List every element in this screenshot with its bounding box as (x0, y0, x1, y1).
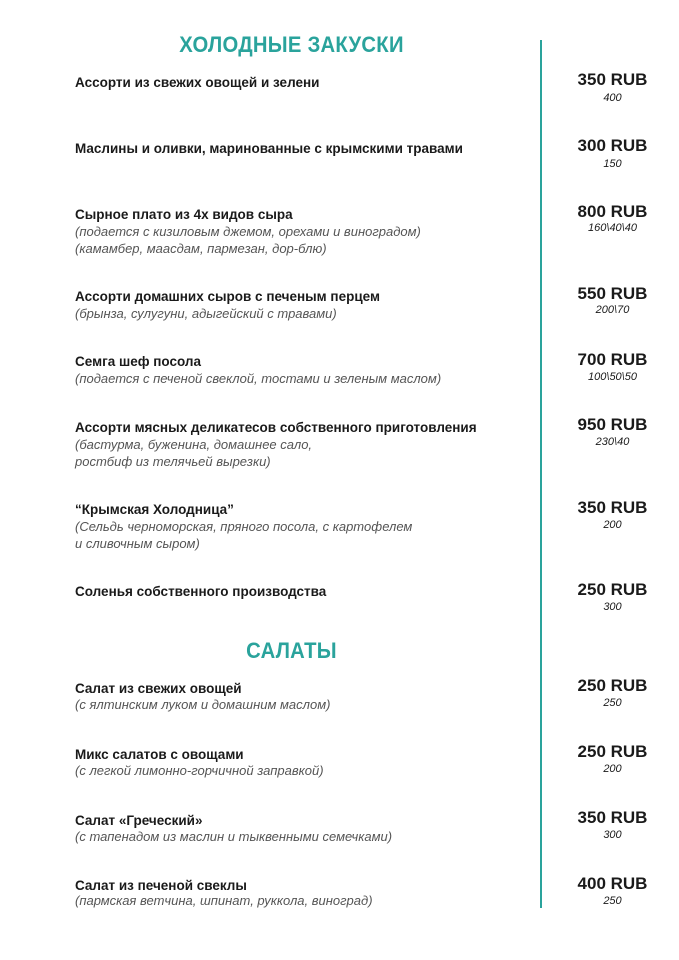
menu-item-name: Семга шеф посола (75, 354, 201, 369)
menu-item-weight: 160\40\40 (588, 222, 637, 234)
menu-item-description: (Сельдь черноморская, пряного посола, с картофелем (75, 519, 413, 534)
vertical-divider (540, 40, 542, 908)
menu-item-description: (с ялтинским луком и домашним маслом) (75, 697, 331, 712)
section-title-salads: САЛАТЫ (246, 638, 337, 663)
menu-item-weight: 400 (603, 92, 622, 104)
menu-item-price: 550 RUB (577, 284, 648, 303)
menu-item-name: Ассорти домашних сыров с печеным перцем (75, 289, 380, 304)
menu-item-price: 250 RUB (577, 580, 648, 599)
menu-item-description: (подается с кизиловым джемом, орехами и виноградом) (75, 224, 421, 239)
section-title-cold-appetizers: ХОЛОДНЫЕ ЗАКУСКИ (179, 32, 404, 57)
menu-item-price: 800 RUB (577, 202, 648, 221)
menu-item-weight: 250 (603, 895, 622, 907)
menu-item-price: 350 RUB (577, 808, 648, 827)
menu-item-name: Ассорти из свежих овощей и зелени (75, 75, 320, 90)
menu-item-price: 250 RUB (577, 676, 648, 695)
menu-item-description: (камамбер, маасдам, пармезан, дор-блю) (75, 241, 327, 256)
menu-item-description: и сливочным сыром) (75, 536, 200, 551)
menu-item-weight: 230\40 (595, 436, 630, 448)
menu-item-description: (брынза, сулугуни, адыгейский с травами) (75, 306, 337, 321)
menu-item-name: Салат из свежих овощей (75, 681, 242, 696)
menu-item-name: Салат из печеной свеклы (75, 878, 247, 893)
menu-item-name: Микс салатов с овощами (75, 747, 244, 762)
menu-item-name: Салат «Греческий» (75, 813, 203, 828)
menu-item-price: 350 RUB (577, 70, 648, 89)
menu-item-price: 250 RUB (577, 742, 648, 761)
menu-item-description: (подается с печеной свеклой, тостами и зеленым маслом) (75, 371, 442, 386)
menu-item-weight: 250 (603, 697, 622, 709)
menu-item-description: (с тапенадом из маслин и тыквенными семечками) (75, 829, 393, 844)
menu-item-description: (пармская ветчина, шпинат, руккола, виноград) (75, 893, 373, 908)
menu-item-name: Соленья собственного производства (75, 584, 327, 599)
menu-item-weight: 300 (603, 601, 622, 613)
menu-item-price: 300 RUB (577, 136, 648, 155)
menu-item-weight: 100\50\50 (588, 371, 637, 383)
menu-item-description: ростбиф из телячьей вырезки) (75, 454, 271, 469)
menu-item-name: Маслины и оливки, маринованные с крымскими травами (75, 141, 463, 156)
menu-item-price: 950 RUB (577, 415, 648, 434)
menu-item-price: 700 RUB (577, 350, 648, 369)
menu-item-description: (бастурма, буженина, домашнее сало, (75, 437, 313, 452)
menu-item-name: Ассорти мясных деликатесов собственного приготовления (75, 420, 477, 435)
menu-item-weight: 200\70 (595, 304, 630, 316)
menu-item-price: 350 RUB (577, 498, 648, 517)
menu-item-name: “Крымская Холодница” (75, 502, 234, 517)
menu-item-name: Сырное плато из 4х видов сыра (75, 207, 293, 222)
menu-item-weight: 200 (603, 763, 622, 775)
menu-item-weight: 300 (603, 829, 622, 841)
menu-item-weight: 200 (603, 519, 622, 531)
menu-item-weight: 150 (603, 158, 622, 170)
menu-item-description: (с легкой лимонно-горчичной заправкой) (75, 763, 324, 778)
menu-item-price: 400 RUB (577, 874, 648, 893)
